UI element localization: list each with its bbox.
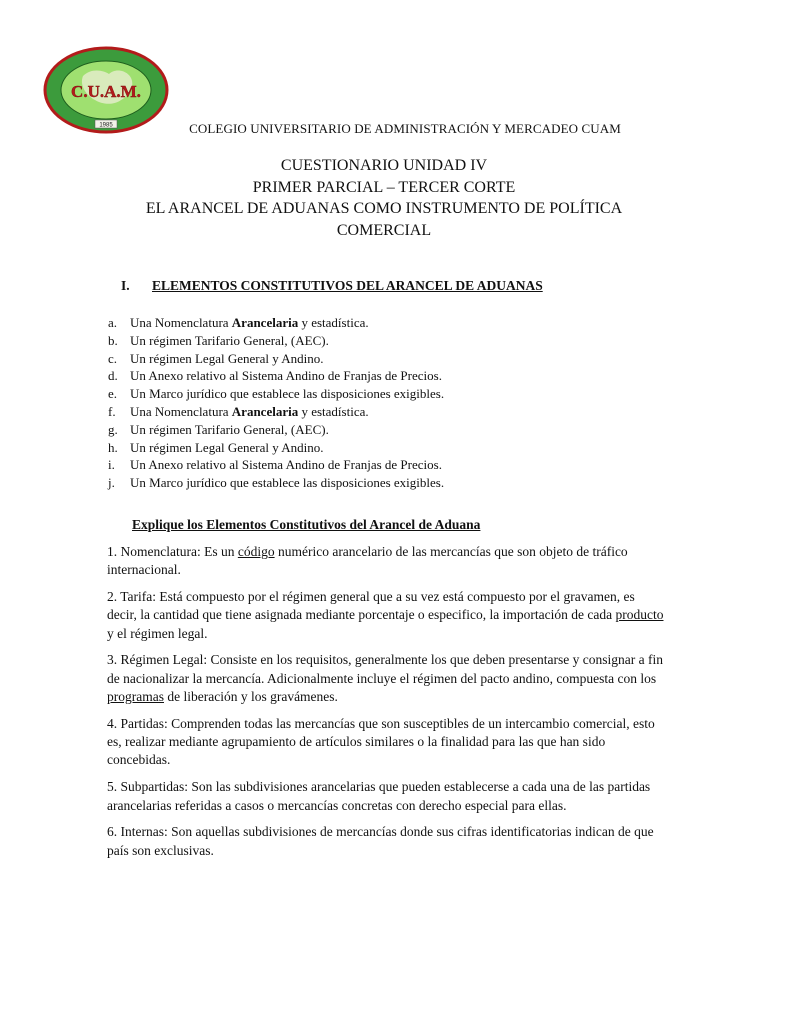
- paragraph: 1. Nomenclatura: Es un código numérico arancelario de las mercancías que son objeto de tráfico internacional.: [107, 544, 628, 578]
- list-item: i. Un Anexo relativo al Sistema Andino de Franjas de Precios.: [108, 457, 442, 473]
- list-letter: i.: [108, 457, 115, 473]
- title-line: CUESTIONARIO UNIDAD IV: [280, 157, 488, 174]
- list-item: f. Una Nomenclatura Arancelaria y estadística.: [108, 403, 369, 419]
- subtitle: Explique los Elementos Constitutivos del Arancel de Aduana: [132, 517, 481, 532]
- list-letter: e.: [108, 386, 118, 402]
- list-item: e. Un Marco jurídico que establece las disposiciones exigibles.: [108, 386, 445, 402]
- link-programas[interactable]: programas: [107, 689, 164, 705]
- list-item: c. Un régimen Legal General y Andino.: [108, 350, 324, 366]
- list-item: j. Un Marco jurídico que establece las disposiciones exigibles.: [108, 475, 445, 491]
- list-item: b. Un régimen Tarifario General, (AEC).: [108, 332, 329, 348]
- link-codigo[interactable]: código: [237, 544, 275, 559]
- paragraph: 3. Régimen Legal: Consiste en los requisitos, generalmente los que deben presentarse y consignar a fin de nacionalizar la mercancía. Adicionalmente incluye el régimen del pacto andino, compuesta con los programas de liberación y los gravámenes.: [107, 652, 663, 705]
- section-heading: [121, 278, 543, 294]
- list-item: a. Una Nomenclatura Arancelaria y estadística.: [108, 315, 369, 330]
- list-letter: g.: [108, 421, 118, 437]
- paragraph: 5. Subpartidas: Son las subdivisiones arancelarias que pueden establecerse a cada una de las partidas arancelarias referidas a casos o mercancías concretas con derecho especial para ellas.: [107, 779, 651, 813]
- list-letter: b.: [108, 332, 118, 348]
- paragraph: 4. Partidas: Comprenden todas las mercancías que son susceptibles de un intercambio comercial, esto es, realizar mediante agrupamiento de artículos similares o la finalidad para las que han sido concebidas.: [107, 715, 655, 768]
- paragraph: 2. Tarifa: Está compuesto por el régimen general que a su vez está compuesto por el gravamen, es decir, la cantidad que tiene asignada mediante porcentaje o especifico, la importación de cada producto y el régimen legal.: [107, 589, 664, 641]
- elements-list: [108, 314, 444, 492]
- title-line: EL ARANCEL DE ADUANAS COMO INSTRUMENTO DE POLÍTICA: [145, 200, 623, 217]
- list-letter: h.: [108, 439, 118, 455]
- list-item: h. Un régimen Legal General y Andino.: [108, 439, 324, 455]
- logo-name: C.U.A.M.: [71, 82, 141, 101]
- title-line: COMERCIAL: [336, 221, 432, 239]
- logo-year: 1985: [99, 122, 113, 129]
- institution-name: COLEGIO UNIVERSITARIO DE ADMINISTRACIÓN Y MERCADEO CUAM: [189, 121, 621, 136]
- section-number: I.: [121, 278, 130, 293]
- list-letter: a.: [108, 315, 118, 330]
- list-letter: d.: [108, 368, 118, 384]
- title-line: PRIMER PARCIAL – TERCER CORTE: [252, 178, 516, 196]
- list-letter: f.: [108, 403, 116, 419]
- paragraph: 6. Internas: Son aquellas subdivisiones de mercancías donde sus cifras identificatorias indican de que país son exclusivas.: [107, 824, 654, 858]
- link-producto[interactable]: producto: [615, 607, 664, 623]
- paragraphs: [107, 543, 667, 868]
- list-item: d. Un Anexo relativo al Sistema Andino de Franjas de Precios.: [108, 368, 442, 384]
- document-titles: [0, 155, 768, 241]
- list-letter: c.: [108, 350, 118, 366]
- section-title: ELEMENTOS CONSTITUTIVOS DEL ARANCEL DE ADUANAS: [152, 278, 543, 293]
- ring-text: COLEGIO UNIVERSITARIO DE ADMINISTRACIÓN Y MERCADEO: [43, 41, 247, 48]
- list-item: g. Un régimen Tarifario General, (AEC).: [108, 421, 329, 437]
- list-letter: j.: [108, 475, 115, 491]
